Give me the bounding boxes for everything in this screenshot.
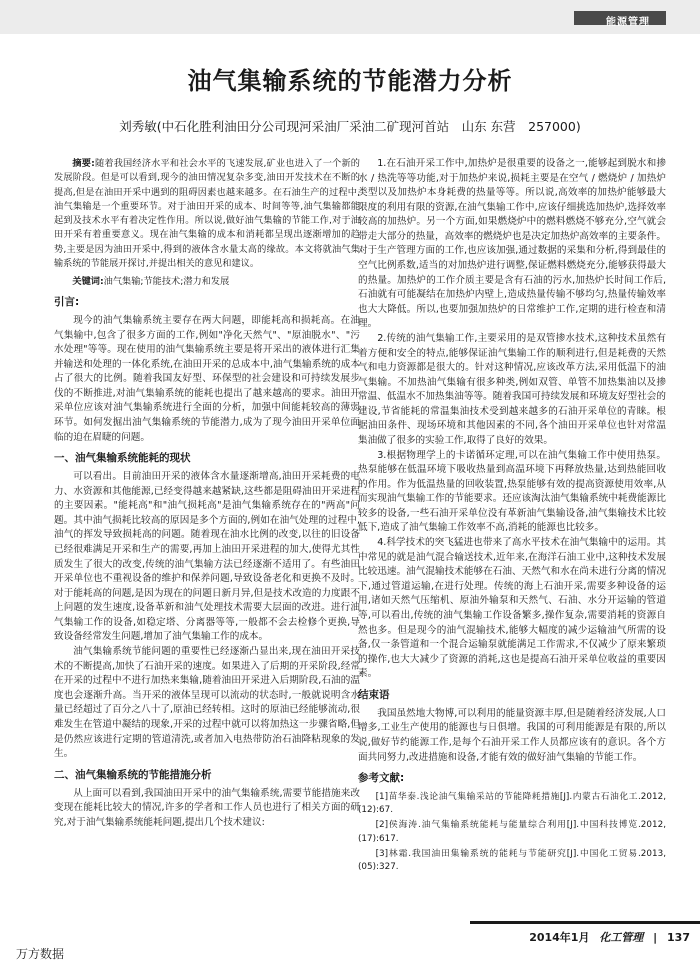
page-number: 137 (667, 931, 690, 944)
section2-paragraph: 4.科学技术的突飞猛进也带来了高水平技术在油气集输中的运用。其中常见的就是油气混合输送技术,近年来,在海洋石油工业中,这种技术发展比较迅速。油气混输技术能够在石油、天然气和水在尚未进行分离的情况下,通过管道运输,在进行处理。传统的海上石油开采,需要多种设备的运用,诸如天然气压缩机、原油外输泵和天然气、石油、水分开运输的管道等,可以看出,传统的油气集输工作设备繁多,操作复杂,需要消耗的资源自然也多。但是现今的油气混输技术,能够大幅度的减少运输油气所需的设备,仅一条管道和一个混合运输泵就能满足工作需求,不仅减少了原来繁琐的操作,也大大减少了资源的消耗,这也是提高石油开采单位收益的重要因素。 (358, 537, 666, 680)
right-column (358, 157, 666, 876)
section2-paragraph: 2.传统的油气集输工作,主要采用的是双管掺水技术,这种技术虽然有着方便和安全的特点,能够保证油气集输工作的顺利进行,但是耗费的天然气和电力资源都是很大的。针对这种情况,应该改革方法,采用低温下的油气集输。不加热油气集输有很多种类,例如双管、单管不加热集油以及掺常温、低温水不加热集油等等。随着我国可持续发展和环境友好型社会的建设,节省能耗的常温集油技术受到越来越多的石油开采单位的青睐。根据油田条件、现场环境和其他因素的不同,各个油田开采单位也针对常温集油做了很多的实验工作,取得了良好的效果。 (358, 332, 666, 446)
references-heading: 参考文献: (358, 772, 405, 785)
keywords-label: 关键词: (72, 276, 104, 287)
keywords-text: 油气集输;节能技术;潜力和发展 (103, 276, 230, 287)
abstract (54, 157, 360, 271)
magazine-name: 化工管理 (599, 931, 644, 944)
abstract-text: 随着我国经济水平和社会水平的飞速发展,矿业也进入了一个新的发展阶段。但是可以看到,现今的油田情况复杂多变,油田开发技术在不断的提高,但是在油田开采中遇到的阻碍因素也越来越多。在石油生产的过程中,油气集输是一个重要环节。对于油田开采的成本、时间等等,油气集输都能起到及技术水平有着决定性作用。所以说,做好油气集输的节能工作,对于油田开采有着重要意义。现在油气集输的成本和消耗都呈现出逐渐增加的趋势,主要是因为油田开采中,得到的液体含水量太高的缘故。本文将就油气集输系统的节能展开探讨,并提出相关的意见和建议。 (54, 158, 360, 269)
section2-paragraph: 从上面可以看到,我国油田开采中的油气集输系统,需要节能措施来改变现在能耗比较大的情况,许多的学者和工作人员也进行了相关方面的研究,对于油气集输系统能耗问题,提出几个技术建议: (54, 787, 360, 828)
section2-heading: 二、油气集输系统的节能措施分析 (54, 768, 212, 781)
intro-paragraph: 现今的油气集输系统主要存在两大问题，即能耗高和损耗高。在油气集输中,包含了很多方面的工作,例如"净化天然气"、"原油脱水"、"污水处理"等等。现在使用的油气集输系统主要是将开采出的液体进行汇集并输送和处理的一体化系统,在油田开采的总成本中,油气集输系统的成本占了很大的比例。随着我国友好型、环保型的社会建设和可持续发展步伐的不断推进,对油气集输系统的能耗也提出了越来越高的要求。油田开采单位应该对油气集输系统进行全面的分析，加强中间能耗较高的薄弱环节。如何发掘出油气集输系统的节能潜力,成为了现今油田开采单位面临的迫在眉睫的问题。 (54, 314, 360, 443)
left-column (54, 157, 360, 830)
reference-item: [2]侯海涛.油气集输系统能耗与能量综合利用[J].中国科技博览.2012,(17):617. (358, 820, 666, 844)
page-footer: 2014年1月 化工管理 | 137 (529, 931, 690, 944)
section2-paragraph: 1.在石油开采工作中,加热炉是很重要的设备之一,能够起到脱水和掺水 / 热洗等等功能,对于加热炉来说,损耗主要是在空气 / 燃烧炉 / 加热炉类型以及加热炉本身耗费的热量等等。所以说,高效率的加热炉能够最大限度的利用有限的资源,在油气集输工作中,应该仔细挑选加热炉,选择效率较高的加热炉。另一个方面,如果燃烧炉中的燃料燃烧不够充分,空气就会带走大部分的热量，高效率的燃烧炉也是决定加热炉高效率的主要条件。对于生产管理方面的工作,也应该加强,通过数据的采集和分析,得到最佳的空气比例系数,适当的对加热炉进行调整,保证燃料燃烧充分,能够获得最大的热量。加热炉的工作介质主要是含有石油的污水,加热炉长时间工作后,石油就有可能凝结在加热炉内壁上,造成热量传输不够均匀,热量传输效率也大大降低。所以,也要加强加热炉的日常维护工作,定期的进行检查和清理。 (358, 158, 666, 330)
section1-paragraph: 油气集输系统节能问题的重要性已经逐渐凸显出来,现在油田开采技术的不断提高,加快了石油开采的速度。如果进入了后期的开采阶段,经常在开采的过程中不进行加热来集输,随着油田开采进入后期阶段,石油的温度也会逐渐升高。当开采的液体呈现可以流动的状态时,一般就说明含水量已经超过了百分之八十了,原油已经转相。这时的原油已经能够流动,很难发生在管道中凝结的现象,开采的过程中就可以将加热这一步骤省略,但是仍然应该进行定期的管道清洗,或者加入电热带防治石油降粘现象的发生。 (54, 646, 360, 760)
author-line: 刘秀敏(中石化胜利油田分公司现河采油厂采油二矿现河首站 山东 东营 257000) (119, 119, 581, 134)
conclusion-paragraph: 我国虽然地大物博,可以利用的能量资源丰厚,但是随着经济发展,人口增多,工业生产使用的能源也与日俱增。我国的可利用能源是有限的,所以说,做好节约能源工作,是每个石油开采工作人员都应该有的意识。各个方面共同努力,改进措施和设备,才能有效的做好油气集输的节能工作。 (358, 707, 666, 763)
reference-item: [3]林霜.我国油田集输系统的能耗与节能研究[J].中国化工贸易.2013,(05):327. (358, 848, 666, 872)
article-title: 油气集输系统的节能潜力分析 (187, 67, 513, 95)
conclusion-heading: 结束语 (358, 688, 390, 701)
issue-date: 2014年1月 (529, 931, 590, 944)
intro-heading: 引言: (54, 295, 80, 308)
abstract-label: 摘要: (72, 158, 95, 169)
source-watermark: 万方数据 (16, 947, 65, 961)
footer-rule (470, 921, 700, 924)
reference-item: [1]苗华泰.浅论油气集输采站的节能降耗措施[J].内蒙古石油化工.2012,(12):67. (358, 792, 666, 816)
section1-paragraph: 可以看出。目前油田开采的液体含水量逐渐增高,油田开采耗费的电力、水资源和其他能源,已经变得越来越紧缺,这些都是阻碍油田开采进程的主要因素。"能耗高"和"油气损耗高"是油气集输系统存在的"两高"问题。其中油气损耗比较高的原因是多个方面的,例如在油气处理的过程中,油气的挥发导致损耗高的问题。随着现在油水比例的改变,以往的旧设备已经很难满足开采和生产的需要,再加上油田开采进程的加大,使得尤其性质发生了很大的改变,传统的油气集输方法已经逐渐不适用了。有些油田开采单位也不重视设备的维护和保养问题,导致设备老化和更换不及时。对于能耗高的问题,是因为现在的问题日新月异,但是技术改造的力度跟不上问题的发生速度,设备革新和油气处理技术需要大层面的改进。进行油气集输工作的设备,如稳定塔、分离器等等,一般都不会去检修个更换,导致设备经常发生问题,增加了油气集输工作的成本。 (54, 471, 360, 643)
section-tag: 能源管理 (606, 17, 650, 28)
section2-paragraph: 3.根据物理学上的卡诺循环定理,可以在油气集输工作中使用热泵。热泵能够在低温环境下吸收热量到高温环境下再释放热量,达到热能回收的作用。作为低温热量的回收装置,热泵能够有效的提高资源使用效率,从而实现油气集输工作的节能要求。还应该淘汰油气集输系统中耗费能源比较多的设备,一些石油开采单位没有革新油气集输设备,油气集输技术比较低下,造成了油气集输工作效率不高,消耗的能源也比较多。 (358, 449, 666, 534)
section1-heading: 一、油气集输系统能耗的现状 (54, 452, 191, 465)
keywords (54, 275, 360, 289)
